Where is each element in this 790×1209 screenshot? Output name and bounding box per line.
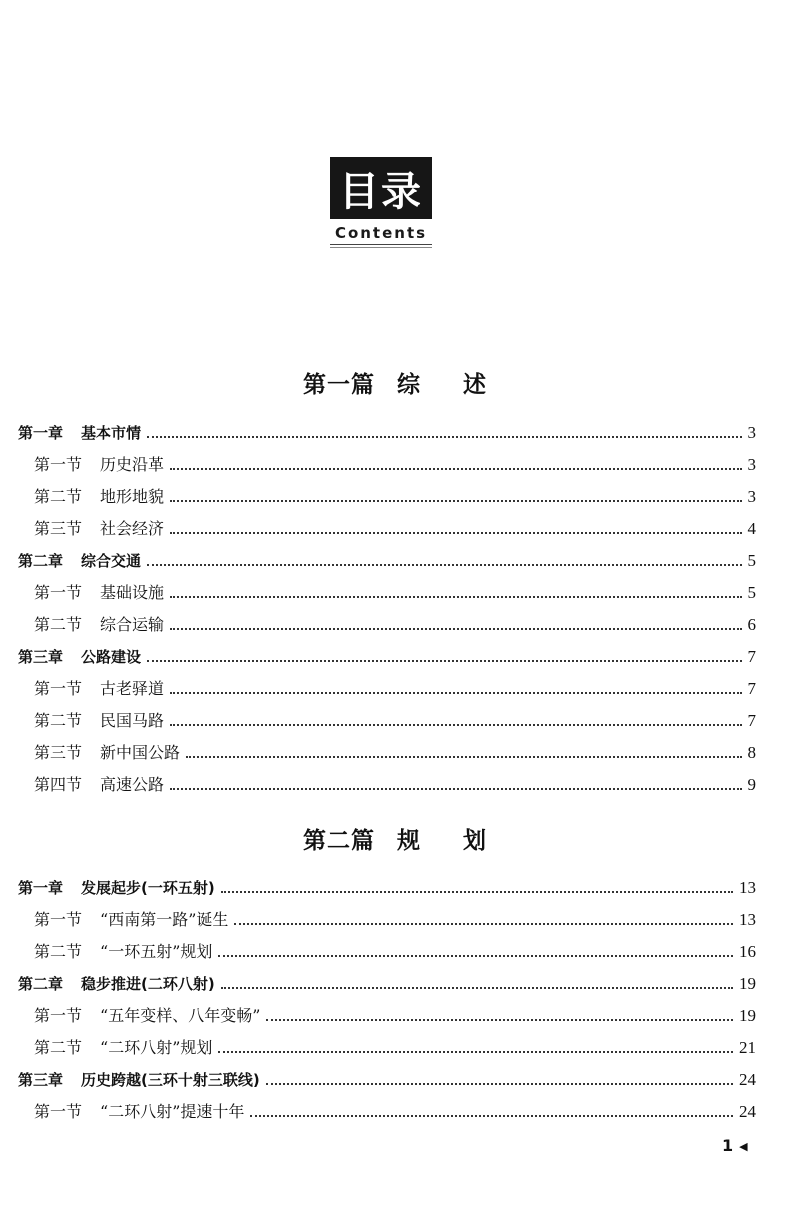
dot-leader [170,467,741,470]
entry-page-number: 7 [747,679,756,698]
dot-leader [250,1114,733,1117]
dot-leader [170,723,741,726]
toc-chapter-entry[interactable] [18,873,756,903]
part-heading [0,822,790,855]
entry-number: 第三章 [18,1071,64,1089]
toc-chapter-entry[interactable] [18,642,756,672]
entry-page-number: 24 [739,1070,756,1089]
toc-section-entry[interactable] [18,578,756,608]
entry-page-number: 4 [747,519,756,538]
entry-title: 历史跨越(三环十射三联线) [81,1071,260,1089]
part-title-char: 划 [463,828,487,854]
toc-section-entry[interactable] [18,1033,756,1063]
entry-title: 社会经济 [100,519,165,538]
dot-leader [266,1082,733,1085]
part-title-char: 规 [397,828,421,854]
dot-leader [170,787,741,790]
part-title-char: 述 [463,372,487,398]
entry-page-number: 6 [747,615,756,634]
dot-leader [218,1050,733,1053]
part-number: 第二篇 [303,828,375,854]
toc-chapter-entry[interactable] [18,969,756,999]
dot-leader [170,499,741,502]
toc-chapter-entry[interactable] [18,1065,756,1095]
entry-number: 第一章 [18,879,64,897]
entry-number: 第三章 [18,648,64,666]
entry-page-number: 3 [747,455,756,474]
entry-page-number: 16 [739,942,756,961]
entry-page-number: 7 [747,647,756,666]
entry-title: 高速公路 [100,775,165,794]
toc-section-entry[interactable] [18,450,756,480]
entry-title: 新中国公路 [100,743,181,762]
entry-number: 第二节 [34,487,83,506]
entry-page-number: 13 [739,910,756,929]
toc-section-entry[interactable] [18,1001,756,1031]
toc-section-entry[interactable] [18,674,756,704]
entry-number: 第二节 [34,615,83,634]
entry-title: 基础设施 [100,583,165,602]
entry-title: 地形地貌 [100,487,165,506]
part-title-char: 综 [397,372,421,398]
dot-leader [221,890,733,893]
entry-number: 第二节 [34,711,83,730]
entry-number: 第一章 [18,424,64,442]
entry-number: 第二节 [34,1038,83,1057]
entry-page-number: 19 [739,974,756,993]
entry-title: 综合交通 [81,552,142,570]
entry-title: 发展起步(一环五射) [81,879,215,897]
entry-number: 第三节 [34,519,83,538]
entry-page-number: 24 [739,1102,756,1121]
entry-number: 第一节 [34,583,83,602]
entry-page-number: 3 [747,423,756,442]
entry-title: 民国马路 [100,711,165,730]
toc-section-entry[interactable] [18,706,756,736]
entry-page-number: 5 [747,583,756,602]
dot-leader [234,922,733,925]
toc-section-entry[interactable] [18,770,756,800]
dot-leader [170,595,741,598]
toc-chapter-entry[interactable] [18,418,756,448]
entry-title: 稳步推进(二环八射) [81,975,215,993]
title-rule [330,244,432,245]
toc-section-entry[interactable] [18,1097,756,1127]
toc-section-entry[interactable] [18,937,756,967]
toc-subtitle: Contents [334,224,428,242]
entry-title: “一环五射”规划 [100,942,213,961]
dot-leader [218,954,733,957]
entry-number: 第四节 [34,775,83,794]
left-triangle-icon: ◀ [739,1140,748,1153]
entry-page-number: 5 [747,551,756,570]
toc-section-entry[interactable] [18,514,756,544]
entry-number: 第二章 [18,975,64,993]
entry-title: 公路建设 [81,648,142,666]
entry-number: 第二章 [18,552,64,570]
dot-leader [266,1018,733,1021]
entry-title: “二环八射”规划 [100,1038,213,1057]
dot-leader [147,563,741,566]
entry-title: 基本市情 [81,424,142,442]
entry-title: 综合运输 [100,615,165,634]
toc-section-entry[interactable] [18,905,756,935]
entry-page-number: 19 [739,1006,756,1025]
entry-page-number: 9 [747,775,756,794]
entry-number: 第三节 [34,743,83,762]
entry-title: “二环八射”提速十年 [100,1102,245,1121]
entry-page-number: 3 [747,487,756,506]
part-number: 第一篇 [303,372,375,398]
toc-section-entry[interactable] [18,738,756,768]
dot-leader [147,659,741,662]
toc-section-entry[interactable] [18,482,756,512]
entry-page-number: 7 [747,711,756,730]
entry-title: “西南第一路”诞生 [100,910,229,929]
dot-leader [186,755,741,758]
dot-leader [170,531,741,534]
toc-chapter-entry[interactable] [18,546,756,576]
dot-leader [170,627,741,630]
entry-number: 第一节 [34,1102,83,1121]
entry-title: 古老驿道 [100,679,165,698]
page-folio [722,1136,748,1155]
part-heading [0,366,790,399]
dot-leader [147,435,741,438]
entry-number: 第一节 [34,910,83,929]
title-rule-secondary [330,247,432,248]
entry-page-number: 21 [739,1038,756,1057]
entry-number: 第二节 [34,942,83,961]
toc-section-entry[interactable] [18,610,756,640]
page-number: 1 [722,1136,734,1155]
entry-title: 历史沿革 [100,455,165,474]
entry-number: 第一节 [34,455,83,474]
dot-leader [170,691,741,694]
entry-number: 第一节 [34,679,83,698]
entry-number: 第一节 [34,1006,83,1025]
entry-title: “五年变样、八年变畅” [100,1006,261,1025]
toc-title: 目录 [330,157,432,219]
entry-page-number: 13 [739,878,756,897]
dot-leader [221,986,733,989]
entry-page-number: 8 [747,743,756,762]
